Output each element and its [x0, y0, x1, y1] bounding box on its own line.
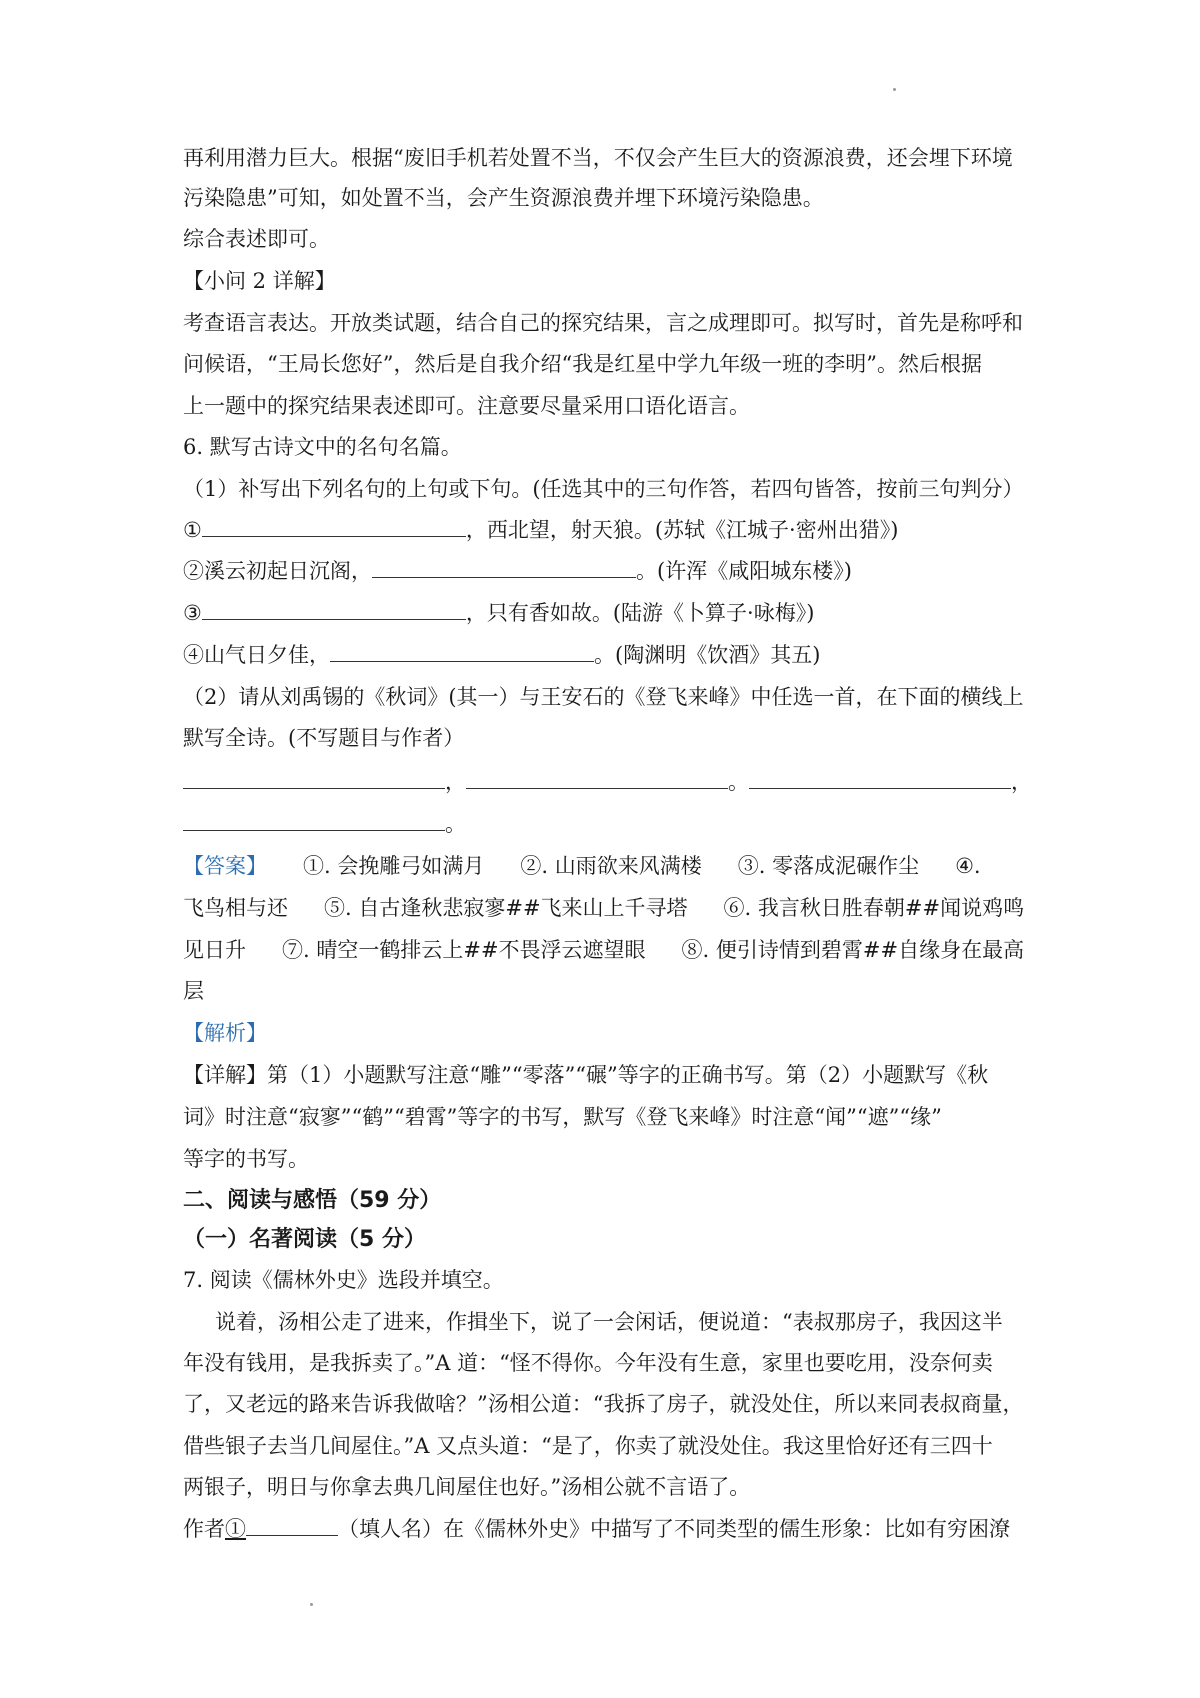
item-text: ，西北望，射天狼。(苏轼《江城子·密州出猎》) — [465, 518, 899, 542]
analysis-text: 词》时注意“寂寥”“鹤”“碧霄”等字的书写，默写《登飞来峰》时注意“闻”“遮”“缘” — [183, 1105, 942, 1129]
analysis-text: 【详解】第（1）小题默写注意“雕”“零落”“碾”等字的正确书写。第（2）小题默写《秋 — [183, 1063, 989, 1087]
question-6-title: 6. 默写古诗文中的名句名篇。 — [183, 435, 462, 459]
answer-item: ⑧. 便引诗情到碧霄##自缘身在最高 — [681, 938, 1025, 962]
answer-blank[interactable] — [466, 768, 728, 789]
fill-item-2 — [183, 556, 852, 586]
passage-line: 说着，汤相公走了进来，作揖坐下，说了一会闲话，便说道：“表叔那房子，我因这半 — [215, 1310, 1003, 1334]
fill-item-1 — [183, 515, 898, 545]
answer-line-4: 层 — [183, 979, 204, 1003]
section-title: 二、阅读与感悟（59 分） — [183, 1188, 442, 1213]
answer-label: 【答案】 — [183, 854, 267, 878]
answer-blank[interactable] — [749, 768, 1011, 789]
punctuation: ， — [445, 770, 466, 794]
answer-item: ⑦. 晴空一鹤排云上##不畏浮云遮望眼 — [282, 938, 646, 962]
scan-dot-top — [893, 88, 896, 91]
answer-item: ④. — [955, 854, 981, 878]
question-7-title: 7. 阅读《儒林外史》选段并填空。 — [183, 1268, 504, 1292]
answer-blank[interactable] — [202, 599, 466, 620]
answer-blank[interactable] — [246, 1515, 338, 1536]
answer-item: ⑥. 我言秋日胜春朝##闻说鸡鸣 — [723, 896, 1025, 920]
punctuation: 。 — [445, 812, 466, 836]
text-line: 问候语，“王局长您好”，然后是自我介绍“我是红星中学九年级一班的李明”。然后根据 — [183, 352, 982, 376]
poem-blank-line-1 — [183, 767, 1032, 797]
passage-line: 了，又老远的路来告诉我做啥？”汤相公道：“我拆了房子，就没处住，所以来同表叔商量， — [183, 1392, 1024, 1416]
answer-blank[interactable] — [372, 557, 636, 578]
item-text: ，只有香如故。(陆游《卜算子·咏梅》) — [465, 601, 815, 625]
text-line: 综合表述即可。 — [183, 227, 330, 251]
answer-item: 飞鸟相与还 — [183, 896, 288, 920]
answer-blank[interactable] — [202, 516, 466, 537]
item-text: （填人名）在《儒林外史》中描写了不同类型的儒生形象：比如有穷困潦 — [338, 1517, 1010, 1541]
answer-line-2 — [183, 893, 1024, 923]
answer-line-1 — [183, 851, 981, 881]
scan-dot-bottom — [310, 1603, 313, 1606]
item-text: 。(许浑《咸阳城东楼》) — [636, 559, 852, 583]
item-text: 。(陶渊明《饮酒》其五) — [594, 643, 821, 667]
answer-item: ⑤. 自古逢秋悲寂寥##飞来山上千寻塔 — [324, 896, 688, 920]
analysis-label: 【解析】 — [183, 1021, 267, 1045]
item-number: ① — [183, 518, 202, 542]
text-line: 污染隐患”可知，如处置不当，会产生资源浪费并埋下环境污染隐患。 — [183, 186, 824, 210]
subquestion-heading: 【小问 2 详解】 — [183, 269, 336, 293]
text-line: （2）请从刘禹锡的《秋词》(其一）与王安石的《登飞来峰》中任选一首，在下面的横线上 — [183, 685, 1024, 709]
passage-line: 年没有钱用，是我拆卖了。”A 道：“怪不得你。今年没有生意，家里也要吃用，没奈何卖 — [183, 1351, 993, 1375]
item-text: 作者 — [183, 1517, 225, 1541]
poem-blank-line-2 — [183, 809, 466, 839]
analysis-text: 等字的书写。 — [183, 1147, 309, 1171]
text-line: （1）补写出下列名句的上句或下句。(任选其中的三句作答，若四句皆答，按前三句判分） — [183, 477, 1024, 501]
passage-line: 借些银子去当几间屋住。”A 又点头道：“是了，你卖了就没处住。我这里恰好还有三四十 — [183, 1434, 993, 1458]
passage-line: 两银子，明日与你拿去典几间屋住也好。”汤相公就不言语了。 — [183, 1475, 751, 1499]
punctuation: ， — [1011, 770, 1032, 794]
item-number: ① — [225, 1517, 246, 1541]
item-number: ③ — [183, 601, 202, 625]
subsection-title: （一）名著阅读（5 分） — [183, 1227, 426, 1252]
answer-item: 见日升 — [183, 938, 246, 962]
text-line: 默写全诗。(不写题目与作者） — [183, 726, 465, 750]
fill-item-4 — [183, 640, 820, 670]
answer-item: ②. 山雨欲来风满楼 — [520, 854, 702, 878]
answer-blank[interactable] — [183, 810, 445, 831]
question-7-fill — [183, 1514, 1010, 1544]
punctuation: 。 — [728, 770, 749, 794]
answer-line-3 — [183, 935, 1024, 965]
text-line: 上一题中的探究结果表述即可。注意要尽量采用口语化语言。 — [183, 394, 750, 418]
item-text: ④山气日夕佳， — [183, 643, 330, 667]
fill-item-3 — [183, 598, 814, 628]
answer-item: ①. 会挽雕弓如满月 — [303, 854, 485, 878]
answer-blank[interactable] — [330, 641, 594, 662]
item-text: ②溪云初起日沉阁， — [183, 559, 372, 583]
text-line: 再利用潜力巨大。根据“废旧手机若处置不当，不仅会产生巨大的资源浪费，还会埋下环境 — [183, 146, 1013, 170]
answer-item: ③. 零落成泥碾作尘 — [737, 854, 920, 878]
text-line: 考查语言表达。开放类试题，结合自己的探究结果，言之成理即可。拟写时，首先是称呼和 — [183, 311, 1023, 335]
answer-blank[interactable] — [183, 768, 445, 789]
